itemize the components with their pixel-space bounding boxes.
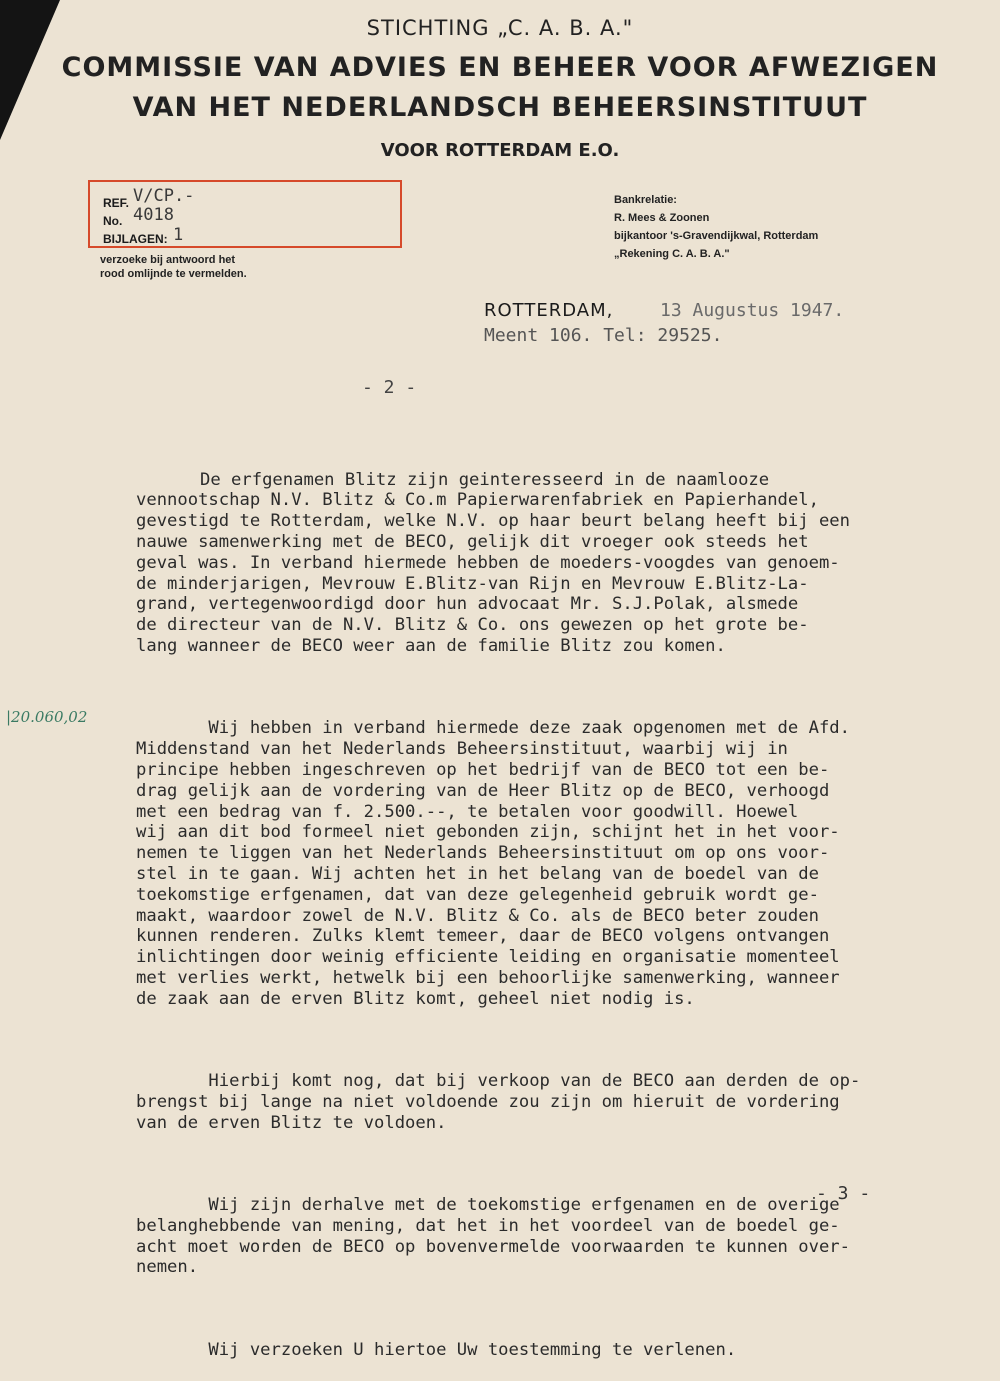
number-label: No. [103, 214, 123, 228]
attachments-value: 1 [173, 225, 184, 245]
header-commission: COMMISSIE VAN ADVIES EN BEHEER VOOR AFWEZIGEN [61, 52, 939, 83]
paragraph: Hierbij komt nog, dat bij verkoop van de BECO aan derden de op- brengst bij lange na niet voldoende zou zijn om hieruit de vordering van de erven Blitz te voldoen. [136, 1071, 861, 1133]
reference-box [88, 180, 402, 248]
header-foundation: STICHTING „C. A. B. A." [366, 16, 634, 40]
paragraph: Wij verzoeken U hiertoe Uw toestemming te verlenen. [136, 1339, 737, 1360]
page-number: - 2 - [362, 377, 417, 398]
ref-label: REF. [103, 196, 130, 210]
address-line: Meent 106. Tel: 29525. [484, 325, 723, 346]
letter-date: 13 Augustus 1947. [660, 300, 845, 321]
bank-details: Bankrelatie: R. Mees & Zoonen bijkantoor 's-Gravendijkwal, Rotterdam „Rekening C. A. B. A." [614, 194, 819, 260]
number-value: 4018 [133, 205, 174, 225]
paragraph: Wij hebben in verband hiermede deze zaak opgenomen met de Afd. Middenstand van het Nederlands Beheersinstituut, waarbij wij in principe hebben ingeschreven op het bedrijf van de BECO tot een be- drag gelijk aan de vordering van de Heer Blitz op de BECO, verhoogd met een bedrag van f. 2.500.--, te betalen voor goodwill. Hoewel wij aan dit bod formeel niet gebonden zijn, schijnt het in het voor- nemen te liggen van het Nederlands Beheersinstituut om op ons voor- stel in te gaan. Wij achten het in het belang van de boedel van de toekomstige erfgenamen, dat van deze gelegenheid gebruik wordt ge- maakt, waardoor zowel de N.V. Blitz & Co. als de BECO beter zouden kunnen renderen. Zulks klemt temeer, daar de BECO volgens ontvangen inlichtingen door weinig efficiente leiding en organisatie momenteel met verlies werkt, hetwelk bij een behoorlijke samenwerking, wanneer de zaak aan de erven Blitz komt, geheel niet nodig is. [136, 718, 850, 1009]
next-page-marker: - 3 - [816, 1183, 871, 1204]
header-institute: VAN HET NEDERLANDSCH BEHEERSINSTITUUT [132, 92, 868, 123]
handwritten-margin-note: |20.060,02 [6, 708, 88, 726]
city-label: ROTTERDAM, [484, 300, 614, 321]
attachments-label: BIJLAGEN: [103, 232, 168, 246]
header-region: VOOR ROTTERDAM E.O. [380, 140, 620, 161]
letter-body [136, 428, 996, 1381]
ref-value: V/CP.- [133, 186, 195, 206]
paragraph: Wij zijn derhalve met de toekomstige erfgenamen en de overige belanghebbende van mening, dat het in het voordeel van de boedel ge- acht moet worden de BECO op bovenvermelde voorwaarden te kunnen over- nemen. [136, 1195, 850, 1278]
reference-note: verzoeke bij antwoord het rood omlijnde te vermelden. [100, 254, 247, 280]
paragraph: De erfgenamen Blitz zijn geinteresseerd in de naamlooze vennootschap N.V. Blitz & Co.m Papierwarenfabriek en Papierhandel, gevestigd te Rotterdam, welke N.V. op haar beurt belang heeft bij een nauwe samenwerking met de BECO, gelijk dit vroeger ook steeds het geval was. In verband hiermede hebben de moeders-voogdes van genoem- de minderjarigen, Mevrouw E.Blitz-van Rijn en Mevrouw E.Blitz-La- grand, vertegenwoordigd door hun advocaat Mr. S.J.Polak, alsmede de directeur van de N.V. Blitz & Co. ons gewezen op het grote be- lang wanneer de BECO weer aan de familie Blitz zou komen. [136, 469, 850, 656]
